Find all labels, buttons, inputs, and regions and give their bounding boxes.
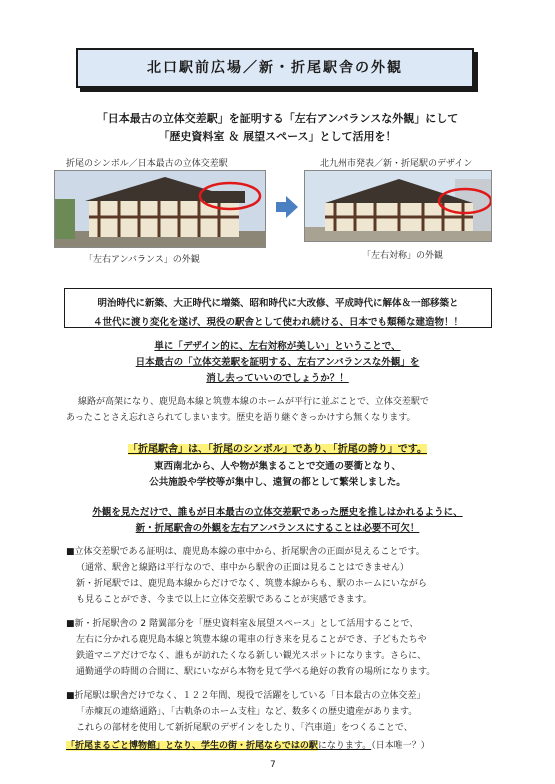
headline-line-1: 「日本最古の立体交差駅」を証明する「左右アンバランスな外観」にして — [96, 112, 459, 125]
bullet-1-line-4: も見ることができ、今まで以上に立体交差駅であることが実感できます。 — [76, 595, 372, 605]
bullet-1-line-2: （通常、駅舎と線路は平行なので、車中から駅舎の正面は見ることはできません） — [76, 563, 409, 573]
bullet-2-line-3: 鉄道マニアだけでなく、誰もが訪れたくなる新しい観光スポットになります。さらに、 — [76, 651, 427, 661]
headline-line-2: 「歴史資料室 ＆ 展望スペース」として活用を！ — [158, 130, 397, 143]
symbol-line-1 — [30, 440, 525, 455]
new-station-photo — [304, 170, 492, 242]
history-note-box — [64, 288, 492, 328]
bullet-2-line-2: 左右に分かれる鹿児島本線と筑豊本線の電車の行き来を見ることができ、子どもたちや — [76, 635, 427, 645]
bullet-2-line-1: ■新・折尾駅舎の 2 階翼部分を「歴史資料室＆展望スペース」として活用することで、 — [66, 619, 419, 629]
museum-note: （日本唯一？） — [371, 741, 430, 751]
bullet-3-line-1: ■折尾駅は駅舎だけでなく、１２２年間、現役で活躍をしている「日本最古の立体交差」 — [66, 691, 426, 701]
bullet-3-line-4 — [66, 738, 430, 751]
page-title: 北口駅前広場／新・折尾駅舎の外観 — [147, 60, 403, 76]
bullet-1-line-1: ■立体交差駅である証明は、鹿児島本線の車中から、折尾駅舎の正面が見えることです。 — [66, 547, 425, 557]
bullet-1-line-3: 新・折尾駅では、鹿児島本線からだけでなく、筑豊本線からも、駅のホームにいながら — [76, 579, 427, 589]
symbol-line-2: 東西南北から、人や物が集まることで交通の要衝となり、 — [153, 461, 401, 472]
right-figure-label: 「左右対称」の外観 — [362, 251, 444, 261]
old-station-photo — [54, 170, 266, 248]
museum-tail: になります。 — [317, 741, 372, 751]
paragraph-1-line-1: 線路が高架になり、鹿児島本線と筑豊本線のホームが平行に並ぶことで、立体交差駅で — [78, 397, 429, 407]
left-figure-caption: 折尾のシンボル／日本最古の立体交差駅 — [66, 159, 228, 169]
note-line-1: 明治時代に新築、大正時代に増築、昭和時代に大改修、平成時代に解体＆一部移築と — [97, 298, 459, 309]
claim-line-2: 新・折尾駅舎の外観を左右アンバランスにすることは必要不可欠！ — [135, 523, 420, 534]
page-number: 7 — [270, 760, 276, 770]
bullet-2-line-4: 通勤通学の時間の合間に、駅にいながら本物を見て学べる絶好の教育の場所になります。 — [76, 667, 436, 677]
symbol-statement: 「折尾駅舎」は、「折尾のシンボル」であり、「折尾の誇り」です。 — [128, 444, 427, 455]
left-figure-label: 「左右アンバランス」の外観 — [84, 255, 200, 265]
question-line-1: 単に「デザイン的に、左右対称が美しい」ということで、 — [154, 341, 401, 352]
right-figure-caption: 北九州市発表／新・折尾駅のデザイン — [320, 159, 473, 169]
claim-line-1: 外観を見ただけで、誰もが日本最古の立体交差駅であった歴史を推しはかれるように、 — [92, 507, 463, 518]
question-line-2: 日本最古の「立体交差駅を証明する、左右アンバランスな外観」を — [135, 357, 420, 368]
bullet-3-line-2: 「赤煉瓦の連絡通路」、「古軌条のホーム支柱」など、数多くの歴史遺産があります。 — [76, 707, 418, 717]
question-line-3: 消し去っていいのでしょうか？！ — [206, 373, 349, 384]
museum-highlight: 「折尾まるごと博物館」となり、学生の街・折尾ならではの駅 — [66, 741, 318, 751]
note-line-2: ４世代に渡り変化を遂げ、現役の駅舎として使われ続ける、日本でも類稀な建造物！！ — [92, 317, 464, 328]
arrow-right-icon — [276, 196, 298, 218]
title-box — [76, 48, 474, 88]
bullet-3-line-3: これらの部材を使用して新折尾駅のデザインをしたり、「汽車道」をつくることで、 — [76, 723, 413, 733]
symbol-line-3: 公共施設や学校等が集中し、遠賀の都として繁栄しました。 — [149, 477, 406, 488]
paragraph-1-line-2: あったことさえ忘れさられてしまいます。歴史を語り継ぐきっかけすら無くなります。 — [66, 413, 416, 423]
